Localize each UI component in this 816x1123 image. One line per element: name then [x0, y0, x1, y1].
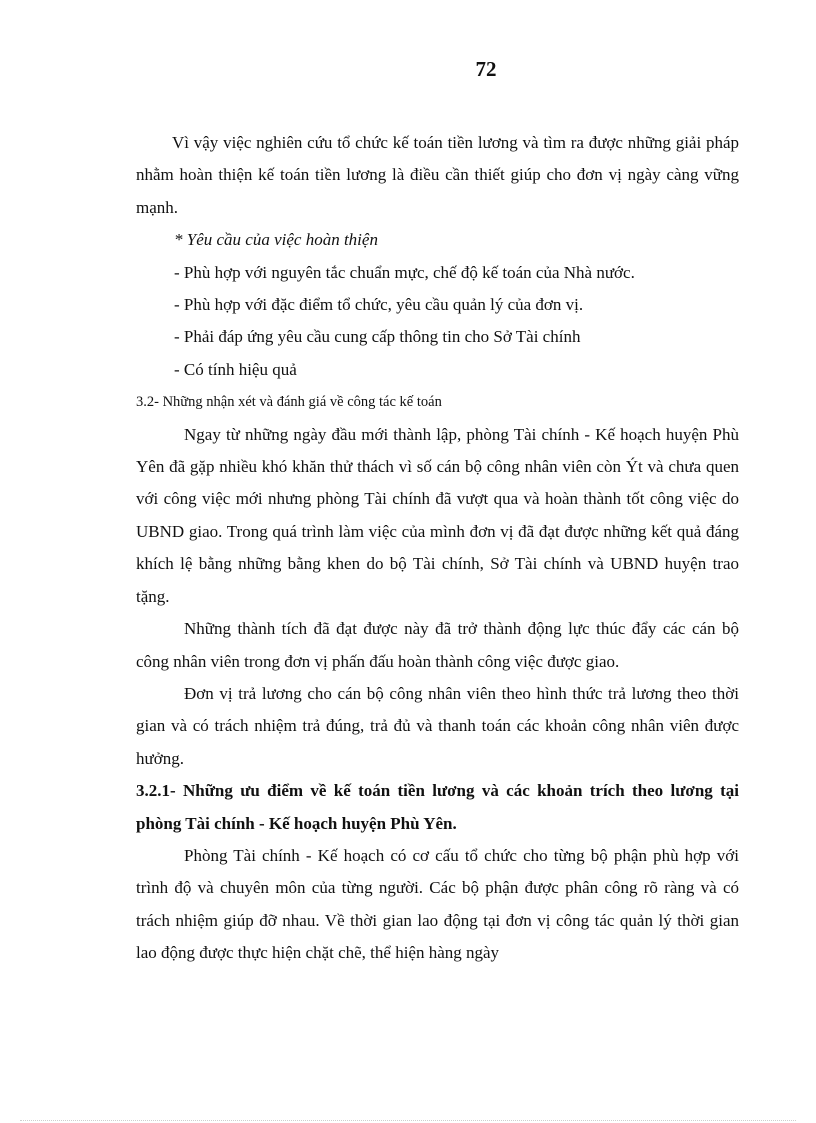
body-paragraph: Ngay từ những ngày đầu mới thành lập, phòng Tài chính - Kế hoạch huyện Phù Yên đã gặp nhiều khó khăn thử thách vì số cán bộ công nhân viên còn Ýt và chưa quen với công việc mới nhưng phòng Tài chính đã vượt qua và hoàn thành tốt công việc do UBND giao. Trong quá trình làm việc của mình đơn vị đã đạt được những kết quả đáng khích lệ bằng những bằng khen do bộ Tài chính, Sở Tài chính và UBND huyện trao tặng.	[136, 424, 739, 606]
section-heading-3-2-1: 3.2.1- Những ưu điểm về kế toán tiền lương và các khoản trích theo lương tại phòng Tài chính - Kế hoạch huyện Phù Yên.	[136, 781, 739, 833]
section-heading-3-2: 3.2- Những nhận xét và đánh giá về công tác kế toán	[136, 394, 442, 411]
body-paragraph: Phòng Tài chính - Kế hoạch có cơ cấu tổ chức cho từng bộ phận phù hợp với trình độ và chuyên môn của từng người. Các bộ phận được phân công rõ ràng và có trách nhiệm giúp đỡ nhau. Về thời gian lao động tại đơn vị công tác quản lý thời gian lao động được thực hiện chặt chẽ, thể hiện hàng ngày	[136, 845, 739, 963]
page-number: 72	[475, 57, 497, 81]
requirement-item: - Phù hợp với đặc điểm tổ chức, yêu cầu quản lý của đơn vị.	[174, 295, 584, 315]
requirement-item: - Có tính hiệu quả	[174, 359, 297, 379]
body-paragraph: Đơn vị trả lương cho cán bộ công nhân viên theo hình thức trả lương theo thời gian và có trách nhiệm trả đúng, trả đủ và thanh toán các khoản công nhân viên được hưởng.	[136, 683, 739, 768]
requirement-item: - Phù hợp với nguyên tắc chuẩn mực, chế độ kế toán của Nhà nước.	[174, 262, 635, 282]
requirement-item: - Phải đáp ứng yêu cầu cung cấp thông tin cho Sở Tài chính	[174, 327, 581, 347]
document-body	[136, 127, 739, 970]
page-bottom-divider	[20, 1120, 796, 1121]
body-paragraph: Những thành tích đã đạt được này đã trở thành động lực thúc đẩy các cán bộ công nhân viên trong đơn vị phấn đấu hoàn thành công việc được giao.	[136, 619, 739, 671]
requirements-heading: * Yêu cầu của việc hoàn thiện	[174, 230, 378, 250]
intro-paragraph: Vì vậy việc nghiên cứu tổ chức kế toán tiền lương và tìm ra được những giải pháp nhằm hoàn thiện kế toán tiền lương là điều cần thiết giúp cho đơn vị ngày càng vững mạnh.	[136, 133, 739, 217]
